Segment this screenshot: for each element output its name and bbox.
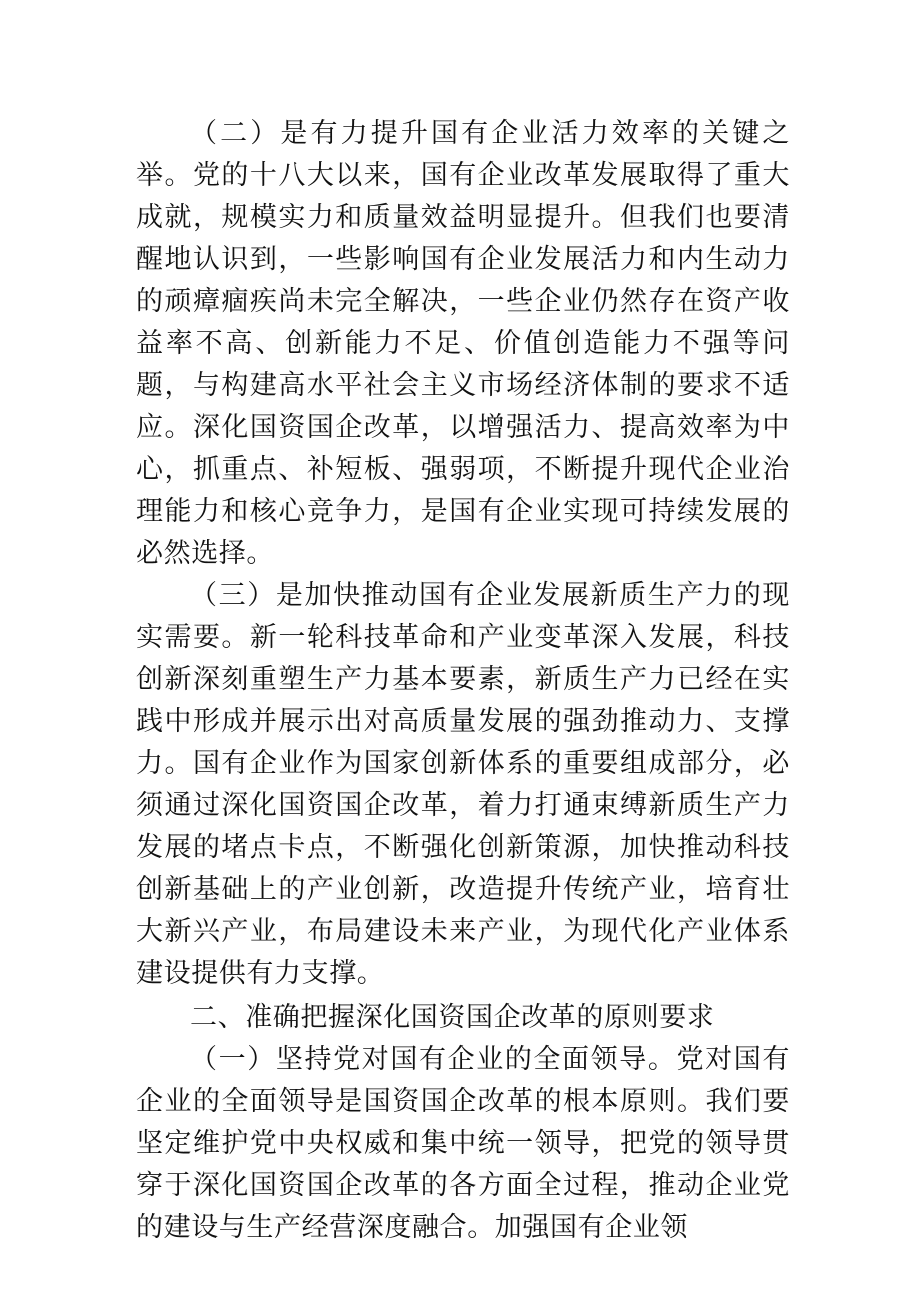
paragraph-party-leadership: （一）坚持党对国有企业的全面领导。党对国有企业的全面领导是国资国企改革的根本原则。我们要坚定维护党中央权威和集中统一领导，把党的领导贯穿于深化国资国企改革的各方面全过程，推动企业党的建设与生产经营深度融合。加强国有企业领 (136, 1044, 790, 1243)
paragraph-new-quality-productivity: （三）是加快推动国有企业发展新质生产力的现实需要。新一轮科技革命和产业变革深入发展，科技创新深刻重塑生产力基本要素，新质生产力已经在实践中形成并展示出对高质量发展的强劲推动力、支撑力。国有企业作为国家创新体系的重要组成部分，必须通过深化国资国企改革，着力打通束缚新质生产力发展的堵点卡点，不断强化创新策源，加快推动科技创新基础上的产业创新，改造提升传统产业，培育壮大新兴产业，布局建设未来产业，为现代化产业体系建设提供有力支撑。 (136, 580, 790, 989)
document-body (136, 113, 790, 1249)
paragraph-vitality-efficiency: （二）是有力提升国有企业活力效率的关键之举。党的十八大以来，国有企业改革发展取得了重大成就，规模实力和质量效益明显提升。但我们也要清醒地认识到，一些影响国有企业发展活力和内生动力的顽瘴痼疾尚未完全解决，一些企业仍然存在资产收益率不高、创新能力不足、价值创造能力不强等问题，与构建高水平社会主义市场经济体制的要求不适应。深化国资国企改革，以增强活力、提高效率为中心，抓重点、补短板、强弱项，不断提升现代企业治理能力和核心竞争力，是国有企业实现可持续发展的必然选择。 (136, 118, 790, 569)
section-heading: 二、准确把握深化国资国企改革的原则要求 (190, 1002, 715, 1033)
